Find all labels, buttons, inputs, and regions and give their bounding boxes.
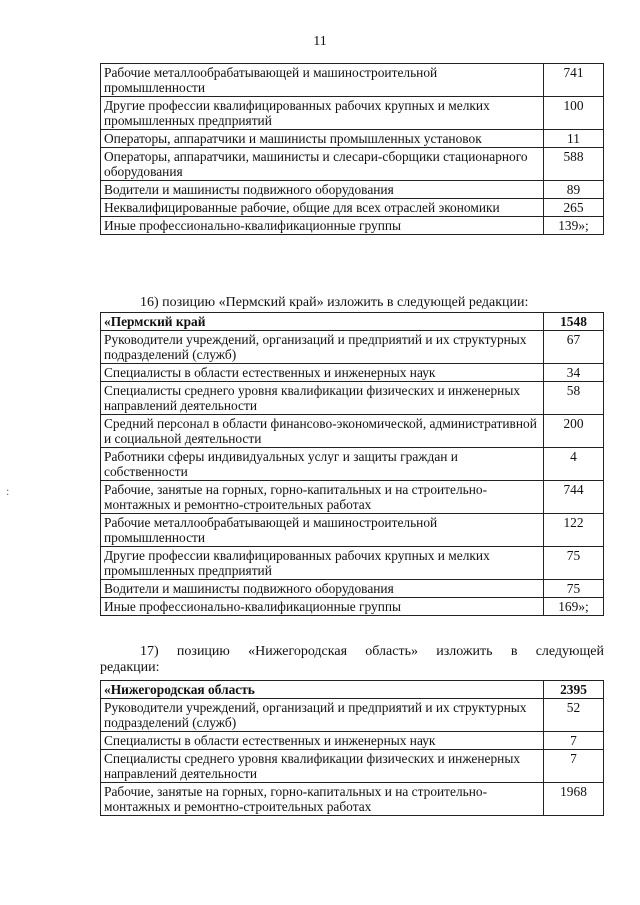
page-number: 11 <box>313 34 327 49</box>
occupation-group: Специалисты среднего уровня квалификации физических и инженерных направлений деятельности <box>101 382 544 415</box>
occupation-count: 7 <box>544 732 604 750</box>
table-row <box>101 750 604 783</box>
table-row <box>101 783 604 816</box>
occupation-group: Специалисты в области естественных и инженерных наук <box>101 732 544 750</box>
occupation-count: 11 <box>544 130 604 148</box>
table-row <box>101 331 604 364</box>
table-row <box>101 364 604 382</box>
table-continued-region <box>100 63 604 235</box>
region-total: 1548 <box>544 313 604 331</box>
table-row <box>101 699 604 732</box>
table-row <box>101 580 604 598</box>
table-row <box>101 64 604 97</box>
table-row <box>101 481 604 514</box>
occupation-group: Средний персонал в области финансово-экономической, административной и социальной деятельности <box>101 415 544 448</box>
table2-body <box>101 313 604 616</box>
occupation-count: 58 <box>544 382 604 415</box>
table-header-row <box>101 681 604 699</box>
occupation-group: Специалисты в области естественных и инженерных наук <box>101 364 544 382</box>
occupation-count: 200 <box>544 415 604 448</box>
table-row <box>101 598 604 616</box>
table-row <box>101 514 604 547</box>
occupation-count: 744 <box>544 481 604 514</box>
region-name: «Нижегородская область <box>101 681 544 699</box>
table-row <box>101 181 604 199</box>
occupation-group: Иные профессионально-квалификационные группы <box>101 598 544 616</box>
occupation-count: 67 <box>544 331 604 364</box>
table-row <box>101 415 604 448</box>
occupation-count: 169»; <box>544 598 604 616</box>
table-perm-krai <box>100 312 604 616</box>
margin-mark: : <box>6 484 10 498</box>
occupation-group: Другие профессии квалифицированных рабочих крупных и мелких промышленных предприятий <box>101 97 544 130</box>
table-row <box>101 732 604 750</box>
occupation-group: Операторы, аппаратчики и машинисты промышленных установок <box>101 130 544 148</box>
occupation-group: Водители и машинисты подвижного оборудования <box>101 181 544 199</box>
table-row <box>101 97 604 130</box>
occupation-count: 34 <box>544 364 604 382</box>
table-row <box>101 448 604 481</box>
occupation-count: 139»; <box>544 217 604 235</box>
table3-body <box>101 681 604 816</box>
table1-body <box>101 64 604 235</box>
occupation-group: Иные профессионально-квалификационные группы <box>101 217 544 235</box>
occupation-group: Другие профессии квалифицированных рабочих крупных и мелких промышленных предприятий <box>101 547 544 580</box>
occupation-group: Операторы, аппаратчики, машинисты и слесари-сборщики стационарного оборудования <box>101 148 544 181</box>
table-row <box>101 217 604 235</box>
paragraph-item-17 <box>100 644 604 676</box>
occupation-group: Руководители учреждений, организаций и предприятий и их структурных подразделений (служб) <box>101 699 544 732</box>
occupation-group: Рабочие, занятые на горных, горно-капитальных и на строительно-монтажных и ремонтно-строительных работах <box>101 481 544 514</box>
paragraph-17-line1: 17) позицию «Нижегородская область» изложить в следующей <box>140 644 604 659</box>
occupation-group: Рабочие, занятые на горных, горно-капитальных и на строительно-монтажных и ремонтно-строительных работах <box>101 783 544 816</box>
table-header-row <box>101 313 604 331</box>
paragraph-17-line2: редакции: <box>100 660 160 675</box>
occupation-count: 4 <box>544 448 604 481</box>
occupation-count: 7 <box>544 750 604 783</box>
occupation-count: 52 <box>544 699 604 732</box>
region-total: 2395 <box>544 681 604 699</box>
paragraph-item-16: 16) позицию «Пермский край» изложить в следующей редакции: <box>140 295 529 310</box>
occupation-count: 1968 <box>544 783 604 816</box>
occupation-group: Рабочие металлообрабатывающей и машиностроительной промышленности <box>101 514 544 547</box>
table-row <box>101 148 604 181</box>
occupation-group: Руководители учреждений, организаций и предприятий и их структурных подразделений (служб) <box>101 331 544 364</box>
occupation-count: 75 <box>544 580 604 598</box>
occupation-group: Специалисты среднего уровня квалификации физических и инженерных направлений деятельности <box>101 750 544 783</box>
table-row <box>101 382 604 415</box>
occupation-group: Работники сферы индивидуальных услуг и защиты граждан и собственности <box>101 448 544 481</box>
occupation-count: 265 <box>544 199 604 217</box>
occupation-count: 588 <box>544 148 604 181</box>
occupation-count: 741 <box>544 64 604 97</box>
table-nizhny-novgorod-oblast <box>100 680 604 816</box>
occupation-group: Рабочие металлообрабатывающей и машиностроительной промышленности <box>101 64 544 97</box>
occupation-count: 75 <box>544 547 604 580</box>
table-row <box>101 547 604 580</box>
occupation-count: 100 <box>544 97 604 130</box>
table-row <box>101 199 604 217</box>
table-row <box>101 130 604 148</box>
occupation-group: Водители и машинисты подвижного оборудования <box>101 580 544 598</box>
region-name: «Пермский край <box>101 313 544 331</box>
occupation-count: 122 <box>544 514 604 547</box>
occupation-group: Неквалифицированные рабочие, общие для всех отраслей экономики <box>101 199 544 217</box>
occupation-count: 89 <box>544 181 604 199</box>
